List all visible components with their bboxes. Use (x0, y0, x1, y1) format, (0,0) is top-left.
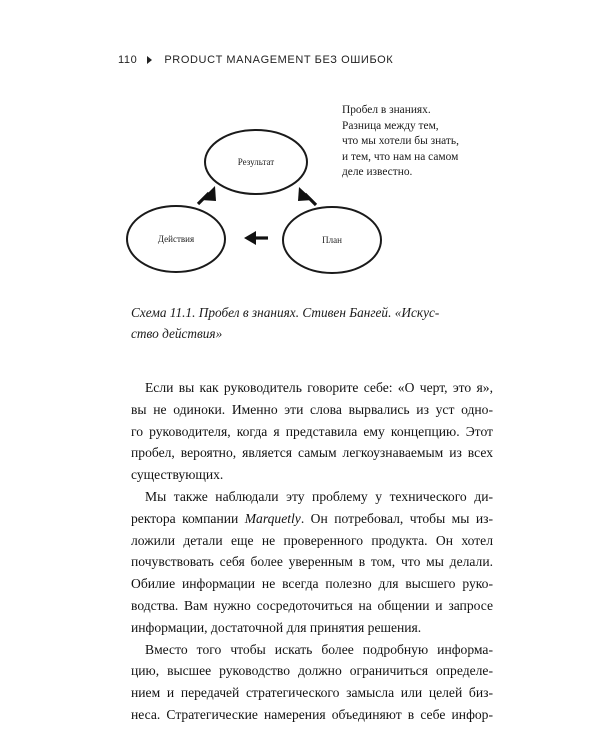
caption-line: Схема 11.1. Пробел в знаниях. Стивен Бангей. «Искус- (131, 305, 440, 320)
book-title: PRODUCT MANAGEMENT БЕЗ ОШИБОК (164, 54, 394, 66)
text-line: Вместо того чтобы искать более подробную информа- (145, 641, 493, 657)
result-label: Результат (237, 157, 275, 167)
diagram-note (342, 103, 492, 181)
page-number: 110 (118, 54, 138, 66)
actions-label: Действия (157, 234, 195, 244)
text-line: пробел, вероятно, является самым легкоузнаваемым из всех (131, 445, 493, 461)
note-line: Пробел в знаниях. (342, 104, 431, 116)
note-line: деле известно. (342, 166, 413, 178)
text-line: вы не одиноки. Именно эти слова вырвались из уст одно- (131, 401, 493, 417)
text-line: водства. Вам нужно сосредоточиться на общении и запросе (131, 597, 493, 613)
text-line: информации, достаточной для принятия решения. (131, 619, 422, 635)
text-line: ложили детали еще не проверенного продукта. Он хотел (131, 532, 493, 548)
body-text (131, 377, 493, 726)
knowledge-gap-diagram (0, 0, 600, 300)
arrow-plan-to-result (298, 187, 316, 205)
text-line: го руководителя, когда я представила ему концепцию. Этот (131, 423, 493, 439)
company-name: Marquetly (244, 510, 301, 526)
arrow-plan-to-actions (244, 231, 268, 245)
text-line: неса. Стратегические намерения объединяют в себе инфор- (131, 706, 493, 722)
text-line: почувствовать себя более уверенным в том, что мы делали. (131, 554, 493, 570)
caption-line: ство действия» (131, 326, 223, 341)
text-line: цию, высшее руководство должно ограничиться определе- (131, 663, 493, 679)
text-segment: . Он потребовал, чтобы мы из- (300, 510, 493, 526)
text-line: нием и передачей стратегического замысла или целей биз- (131, 685, 493, 701)
text-segment: ректора компании (131, 510, 245, 526)
plan-label: План (322, 235, 342, 245)
text-line: Если вы как руководитель говорите себе: «О черт, это я», (145, 380, 493, 395)
text-line: Обилие информации не всегда полезно для высшего руко- (131, 576, 493, 592)
text-line-with-company (131, 508, 493, 530)
note-line: что мы хотели бы знать, (342, 135, 459, 147)
note-line: и тем, что нам на самом (342, 150, 459, 163)
note-line: Разница между тем, (342, 119, 439, 132)
arrow-actions-to-result (198, 186, 216, 204)
text-line: Мы также наблюдали эту проблему у технического ди- (145, 488, 493, 504)
text-line: существующих. (131, 467, 224, 483)
figure-caption (131, 302, 493, 344)
